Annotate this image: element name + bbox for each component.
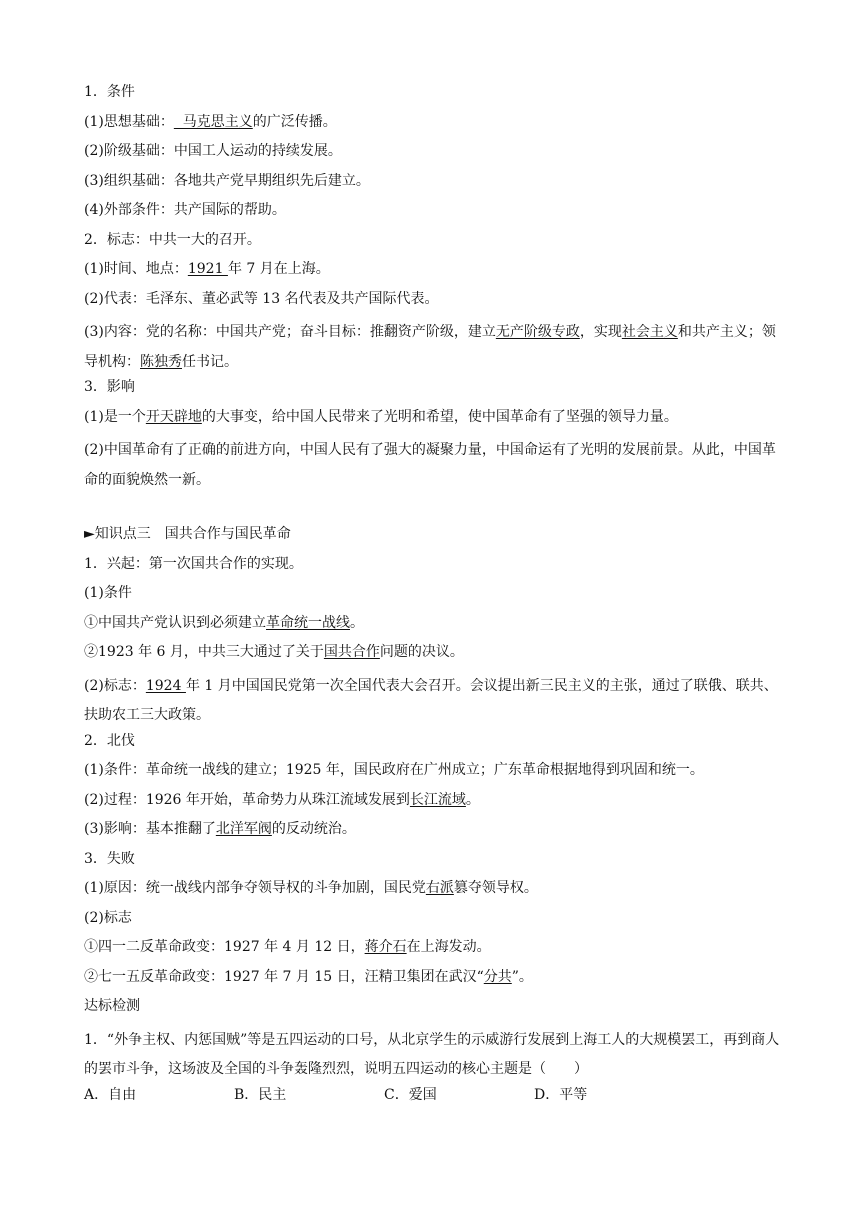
text-line [84,82,784,112]
text-line [84,996,784,1026]
text-segment: (2)过程：1926 年开始，革命势力从珠江流域发展到 [84,791,410,808]
text-segment: 1．条件 [84,84,135,100]
text-segment: 1．兴起：第一次国共合作的实现。 [84,555,303,572]
fill-in-answer: 长江流域 [409,791,466,808]
text-segment: 在上海发动。 [406,939,491,955]
text-line [84,790,784,820]
text-line [84,141,784,171]
text-segment: (3)内容：党的名称：中国共产党；奋斗目标：推翻资产阶级，建立 [84,324,496,340]
text-segment: 2．北伐 [84,732,135,749]
fill-in-answer: 北洋军阀 [215,821,272,837]
fill-in-answer: 1924 [145,677,186,694]
text-segment: 。 [350,614,364,631]
fill-in-answer: 右派 [425,880,454,896]
text-line [84,289,784,319]
text-segment: 达标检测 [84,998,140,1014]
option-c: C．爱国 [384,1086,437,1103]
text-segment: (3)组织基础：各地共产党早期组织先后建立。 [84,172,370,189]
fill-in-answer: 蒋介石 [364,939,407,955]
text-segment: ①四一二反革命政变：1927 年 4 月 12 日， [84,939,365,955]
text-segment: 1．“外争主权、内惩国贼”等是五四运动的口号，从北京学生的示威游行发展到上海工人的大规模罢工，再到商人的罢市斗争，这场波及全国的斗争轰隆烈烈，说明五四运动的核心主题是（ ） [84,1031,780,1077]
text-line [84,1026,784,1085]
fill-in-answer: 开天辟地 [145,408,202,425]
text-segment: 3．影响 [84,379,135,395]
answer-options [84,1085,784,1115]
text-segment: 的大事变，给中国人民带来了光明和希望，使中国革命有了坚强的领导力量。 [201,408,678,425]
text-segment: (1)条件：革命统一战线的建立；1925 年，国民政府在广州成立；广东革命根据地得到巩固和统一。 [84,762,704,778]
fill-in-answer: 国共合作 [323,644,380,660]
text-segment: 和共产主义；领导机构： [84,324,776,370]
text-segment: (4)外部条件：共产国际的帮助。 [84,202,286,218]
text-segment: (1)思想基础： [84,113,174,130]
text-segment: (2)标志： [84,677,146,694]
text-line [84,436,784,495]
text-segment: 的反动统治。 [271,821,356,837]
text-line [84,407,784,437]
text-line [84,259,784,289]
fill-in-answer: 无产阶级专政 [495,324,580,340]
fill-in-answer: 社会主义 [621,324,678,340]
fill-in-answer: 马克思主义 [173,113,253,130]
text-segment: 。 [465,791,480,808]
blank-line [84,495,784,524]
text-segment: (1)是一个 [84,408,146,425]
text-segment: ②七一五反革命政变：1927 年 7 月 15 日，汪精卫集团在武汉“ [84,968,484,985]
text-segment: (1)条件 [84,585,132,601]
text-segment: ②1923 年 6 月，中共三大通过了关于 [84,644,324,660]
text-line [84,967,784,997]
fill-in-answer: 陈独秀 [140,353,182,370]
text-segment: (1)时间、地点： [84,261,188,277]
text-segment: (2)阶级基础：中国工人运动的持续发展。 [84,143,342,159]
text-line [84,230,784,260]
text-line [84,171,784,201]
text-segment: (2)代表：毛泽东、董必武等 13 名代表及共产国际代表。 [84,290,439,307]
text-segment: 问题的决议。 [379,644,464,660]
document-page [84,82,784,1114]
text-line [84,524,784,554]
text-segment: 的广泛传播。 [252,113,337,130]
text-line [84,760,784,790]
fill-in-answer: 革命统一战线 [266,614,350,631]
fill-in-answer: 分共 [483,968,512,985]
text-segment: ①中国共产党认识到必须建立 [84,614,266,631]
text-line [84,937,784,967]
text-line [84,819,784,849]
text-segment: (2)中国革命有了正确的前进方向，中国人民有了强大的凝聚力量，中国命运有了光明的发展前景。从此，中国革命的面貌焕然一新。 [84,442,776,488]
text-line [84,908,784,938]
text-line [84,377,784,407]
text-segment: 任书记。 [182,353,238,370]
text-line [84,318,784,377]
text-segment: ►知识点三 国共合作与国民革命 [84,526,291,542]
text-segment: 年 7 月在上海。 [227,261,330,277]
text-segment: ，实现 [579,324,622,340]
text-line [84,583,784,613]
option-a: A．自由 [84,1086,137,1103]
text-segment: ”。 [511,968,533,985]
text-line [84,642,784,672]
text-line [84,112,784,142]
text-line [84,613,784,643]
text-line [84,731,784,761]
text-segment: (3)影响：基本推翻了 [84,821,216,837]
text-line [84,672,784,731]
option-b: B．民主 [234,1086,287,1103]
text-line [84,849,784,879]
text-segment: 3．失败 [84,850,135,867]
fill-in-answer: 1921 [187,261,228,277]
text-segment: 2．标志：中共一大的召开。 [84,231,261,248]
option-d: D．平等 [534,1086,588,1103]
text-line [84,200,784,230]
text-segment: 篡夺领导权。 [453,880,538,896]
text-line [84,554,784,584]
text-segment: 年 1 月中国国民党第一次全国代表大会召开。会议提出新三民主义的主张，通过了联俄、联共、扶助农工三大政策。 [84,677,778,723]
text-segment: (1)原因：统一战线内部争夺领导权的斗争加剧，国民党 [84,880,426,896]
text-line [84,878,784,908]
text-segment: (2)标志 [84,909,132,926]
